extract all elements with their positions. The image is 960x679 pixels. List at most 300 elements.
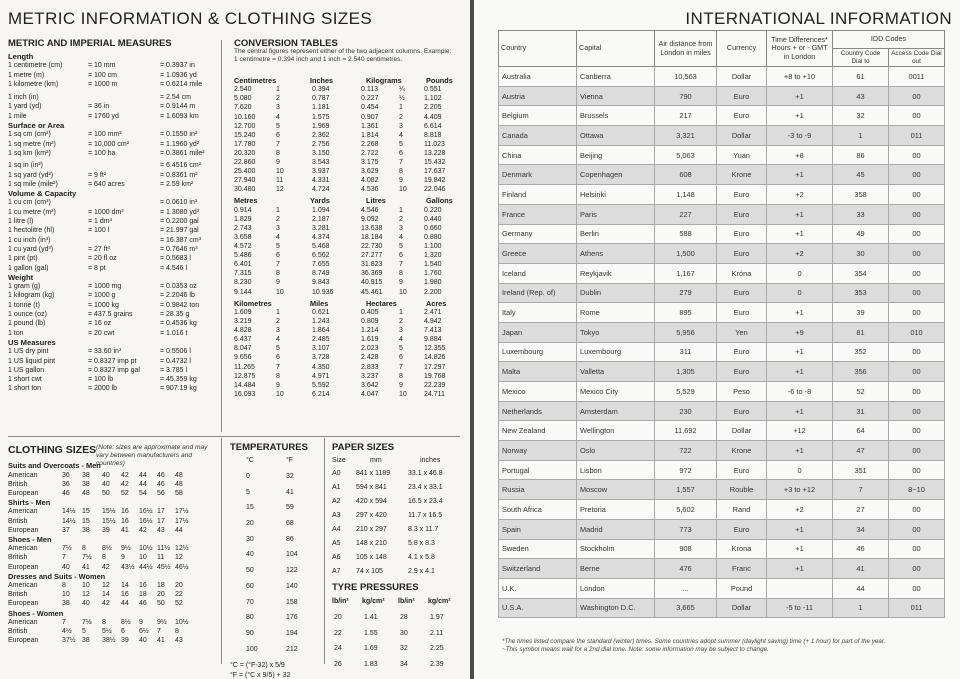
capital-cell: Paris xyxy=(577,204,655,224)
access-code-cell: 00 xyxy=(889,382,945,402)
country-cell: Denmark xyxy=(499,165,577,185)
cell: 50 xyxy=(102,489,110,497)
cell: A1 xyxy=(332,484,341,491)
distance-cell: 311 xyxy=(655,342,717,362)
metric-row xyxy=(8,80,223,89)
cell: 2 xyxy=(399,215,403,223)
cell: 4.828 xyxy=(234,327,252,335)
cell: 3.658 xyxy=(234,234,252,241)
header-time: Time Differences* Hours + or - GMT in London xyxy=(767,31,833,67)
cell: 8 xyxy=(399,168,403,176)
cell: 10 xyxy=(139,554,147,562)
country-row xyxy=(499,322,945,342)
cell: 45.461 xyxy=(361,288,383,296)
cell: = 640 acres xyxy=(88,180,125,188)
clothing-row xyxy=(8,563,218,572)
capital-cell: Helsinki xyxy=(577,185,655,205)
cell: = 0.7646 m³ xyxy=(160,245,198,253)
capital-cell: Reykjavik xyxy=(577,263,655,283)
cell: 7 xyxy=(399,159,403,167)
distance-cell: 722 xyxy=(655,441,717,461)
cell: 1.829 xyxy=(234,215,252,223)
conversion-row xyxy=(234,122,460,131)
cell: = 2000 lb xyxy=(88,385,117,393)
cell: = 21.997 gal xyxy=(160,227,199,235)
access-code-cell: 00 xyxy=(889,244,945,264)
time-cell: 0 xyxy=(767,263,833,283)
distance-cell: 5,956 xyxy=(655,322,717,342)
cell: 12 xyxy=(276,186,284,194)
cell: 4.942 xyxy=(424,318,442,326)
distance-cell: 1,500 xyxy=(655,244,717,264)
header-country-code: Country Code Dial to xyxy=(833,49,889,67)
clothing-row xyxy=(8,507,218,516)
distance-cell: 3,665 xyxy=(655,598,717,618)
country-row xyxy=(499,480,945,500)
country-cell: New Zealand xyxy=(499,421,577,441)
tyre-row xyxy=(332,610,458,626)
cell: 1 sq cm (cm²) xyxy=(8,131,51,139)
cell: 1.41 xyxy=(364,614,378,621)
cell: 2.485 xyxy=(312,336,330,344)
country-code-cell: 45 xyxy=(833,165,889,185)
temp-col-c: °C xyxy=(246,457,254,464)
currency-cell: Rand xyxy=(717,500,767,520)
paper-header-row xyxy=(332,456,458,467)
conversion-row xyxy=(234,185,460,194)
cell: 8.818 xyxy=(424,131,442,139)
country-cell: France xyxy=(499,204,577,224)
cell: 68 xyxy=(286,520,294,528)
cell: 9 xyxy=(399,381,403,389)
currency-cell: Dollar xyxy=(717,67,767,87)
country-code-cell: 7 xyxy=(833,480,889,500)
capital-cell: Beijing xyxy=(577,145,655,165)
cell: 90 xyxy=(246,629,254,637)
cell: 8 xyxy=(399,372,403,380)
cell: 74 x 105 xyxy=(356,568,383,575)
cell: 9.144 xyxy=(234,288,252,296)
cell: 6 xyxy=(121,628,125,636)
country-cell: Netherlands xyxy=(499,401,577,421)
currency-cell: Rouble xyxy=(717,480,767,500)
distance-cell: 5,063 xyxy=(655,145,717,165)
header-distance: Air distance from London in miles xyxy=(655,31,717,67)
cell: 41 xyxy=(157,637,165,645)
cell: 1 US liquid pint xyxy=(8,357,56,365)
capital-cell: Tokyo xyxy=(577,322,655,342)
time-cell: +1 xyxy=(767,401,833,421)
country-code-cell: 32 xyxy=(833,106,889,126)
cell: 14 xyxy=(121,582,129,590)
country-code-cell: 351 xyxy=(833,460,889,480)
cell: 39 xyxy=(121,637,129,645)
cell: = 0.4732 l xyxy=(160,357,191,365)
country-cell: Portugal xyxy=(499,460,577,480)
clothing-row xyxy=(8,636,218,645)
cell: 2.187 xyxy=(312,215,330,223)
cell: 9.843 xyxy=(312,279,330,287)
cell: = 3.785 l xyxy=(160,366,188,374)
country-code-cell: 27 xyxy=(833,500,889,520)
clothing-group-name: Suits and Overcoats - Men xyxy=(8,461,101,470)
cell: 3 xyxy=(399,327,403,335)
access-code-cell: 00 xyxy=(889,401,945,421)
country-code-cell: 31 xyxy=(833,401,889,421)
country-cell: Finland xyxy=(499,185,577,205)
cell: 3.937 xyxy=(312,168,330,176)
cell: 9 xyxy=(121,554,125,562)
conversion-row xyxy=(234,242,460,251)
metric-row xyxy=(8,208,223,217)
cell: 40 xyxy=(102,471,110,479)
cell: 42 xyxy=(139,526,147,534)
cell: 38½ xyxy=(102,637,116,645)
cell: American xyxy=(8,619,38,627)
conversion-row xyxy=(234,381,460,390)
tyre-col: kg/cm² xyxy=(362,598,385,605)
conversion-header: Metres xyxy=(234,196,258,206)
cell: 7.620 xyxy=(234,104,252,112)
time-cell: +3 to +12 xyxy=(767,480,833,500)
cell: 48 xyxy=(175,480,183,488)
country-code-cell: 41 xyxy=(833,559,889,579)
time-cell: +1 xyxy=(767,165,833,185)
cell: 1 cu cm (cm³) xyxy=(8,199,51,207)
cell: 420 x 594 xyxy=(356,498,387,505)
time-cell: 0 xyxy=(767,460,833,480)
cell: 10 xyxy=(82,582,90,590)
cell: 36.369 xyxy=(361,270,383,278)
conversion-row xyxy=(234,206,460,215)
paper-row xyxy=(332,467,458,481)
tyre-row xyxy=(332,657,458,673)
cell: 4.572 xyxy=(234,243,252,251)
capital-cell: Dublin xyxy=(577,283,655,303)
cell: = 1.1960 yd² xyxy=(160,140,200,148)
access-code-cell: 00 xyxy=(889,86,945,106)
country-row xyxy=(499,244,945,264)
capital-cell: Berne xyxy=(577,559,655,579)
country-cell: U.S.A. xyxy=(499,598,577,618)
currency-cell: Yen xyxy=(717,322,767,342)
conversion-note: The central figures represent either of the two adjacent columns. Example: 1 centimetre = 0.394 inch and 1 inch = 2.540 centimetres. xyxy=(234,48,452,63)
cell: British xyxy=(8,554,28,562)
time-cell: 0 xyxy=(767,283,833,303)
time-cell: +1 xyxy=(767,441,833,461)
cell: 30 xyxy=(246,535,254,543)
cell: 4.350 xyxy=(312,363,330,371)
cell: 5 xyxy=(399,140,403,148)
country-row xyxy=(499,578,945,598)
cell: 40 xyxy=(62,563,70,571)
country-row xyxy=(499,362,945,382)
distance-cell: 476 xyxy=(655,559,717,579)
country-cell: Germany xyxy=(499,224,577,244)
capital-cell: Pretoria xyxy=(577,500,655,520)
access-code-cell: 00 xyxy=(889,441,945,461)
cell: 52 xyxy=(121,489,129,497)
currency-cell: Króna xyxy=(717,263,767,283)
cell: 212 xyxy=(286,645,298,653)
cell: 1.864 xyxy=(312,327,330,335)
cell: 3.543 xyxy=(312,159,330,167)
cell: 34 xyxy=(400,660,408,668)
cell: 105 x 148 xyxy=(356,554,387,561)
cell: 9½ xyxy=(121,545,131,553)
cell: 0.551 xyxy=(424,86,442,94)
clothing-row xyxy=(8,471,218,480)
conversion-row xyxy=(234,269,460,278)
cell: 10.160 xyxy=(234,113,256,121)
cell: 44½ xyxy=(139,563,153,571)
cell: 46½ xyxy=(175,563,189,571)
cell: 2.200 xyxy=(424,288,442,296)
cell: = 27 ft³ xyxy=(88,245,110,253)
cell: = 0.0353 oz xyxy=(160,283,197,291)
tyre-col: kg/cm² xyxy=(428,598,451,605)
conversion-header: Litres xyxy=(366,196,386,206)
cell: 9 xyxy=(276,279,280,287)
country-code-cell: 61 xyxy=(833,67,889,87)
cell: 30 xyxy=(400,629,408,637)
right-page-title: INTERNATIONAL INFORMATION xyxy=(685,9,952,28)
metric-row xyxy=(8,171,223,180)
country-row xyxy=(499,539,945,559)
cell: American xyxy=(8,471,38,479)
clothing-row xyxy=(8,480,218,489)
country-code-cell: 86 xyxy=(833,145,889,165)
cell: 25.400 xyxy=(234,168,256,176)
paper-col: mm xyxy=(370,457,382,464)
cell: 17.780 xyxy=(234,140,256,148)
country-cell: Spain xyxy=(499,519,577,539)
cell: 3 xyxy=(276,224,280,232)
country-cell: Australia xyxy=(499,67,577,87)
cell: 20 xyxy=(157,591,165,599)
conversion-row xyxy=(234,140,460,149)
country-row xyxy=(499,204,945,224)
cell: 8 xyxy=(102,619,106,627)
metric-row xyxy=(8,245,223,254)
cell: 9.656 xyxy=(234,354,252,362)
cell: 1.214 xyxy=(361,327,379,335)
currency-cell: Euro xyxy=(717,342,767,362)
country-code-cell: 1 xyxy=(833,598,889,618)
cell: 38 xyxy=(82,480,90,488)
capital-cell: Berlin xyxy=(577,224,655,244)
cell: 210 x 297 xyxy=(356,526,387,533)
cell: 4.331 xyxy=(312,177,330,185)
cell: 1 sq metre (m²) xyxy=(8,140,56,148)
paper-row xyxy=(332,495,458,509)
cell: 1 mile xyxy=(8,112,27,120)
cell: European xyxy=(8,489,39,497)
cell: = 0.0610 in³ xyxy=(160,199,198,207)
cell: 5 xyxy=(399,243,403,251)
metric-row xyxy=(8,301,223,310)
cell: 12 xyxy=(82,591,90,599)
cell: 1 ounce (oz) xyxy=(8,311,47,319)
time-cell: +1 xyxy=(767,519,833,539)
cell: 11.023 xyxy=(424,140,445,148)
cell: 18.184 xyxy=(361,234,383,241)
cell: 28 xyxy=(400,614,408,621)
cell: 11½ xyxy=(157,545,171,553)
cell: 14.484 xyxy=(234,381,256,389)
cell: ¼ xyxy=(399,86,405,94)
right-page xyxy=(474,0,960,679)
tyre-row xyxy=(332,626,458,642)
cell: 6 xyxy=(399,149,403,157)
access-code-cell: 00 xyxy=(889,578,945,598)
country-code-cell: 34 xyxy=(833,519,889,539)
cell: 7 xyxy=(276,140,280,148)
cell: = 45.359 kg xyxy=(160,376,197,384)
country-code-cell: 353 xyxy=(833,283,889,303)
tyre-pressures-table xyxy=(332,597,458,672)
currency-cell: Euro xyxy=(717,519,767,539)
time-cell: +8 xyxy=(767,145,833,165)
cell: 48 xyxy=(82,489,90,497)
access-code-cell: 00 xyxy=(889,185,945,205)
cell: 1.609 xyxy=(234,308,252,316)
conversion-row xyxy=(234,326,460,335)
conversion-row xyxy=(234,158,460,167)
cell: American xyxy=(8,545,38,553)
cell: 32 xyxy=(286,473,294,480)
cell: 8 xyxy=(276,270,280,278)
conversion-row xyxy=(234,103,460,112)
clothing-group-name: Shoes - Women xyxy=(8,608,64,618)
cell: 1 gallon (gal) xyxy=(8,264,49,272)
clothing-sizes xyxy=(8,461,218,645)
cell: 0.454 xyxy=(361,104,379,112)
cell: 10 xyxy=(399,390,407,398)
cell: 1 ton xyxy=(8,329,24,337)
currency-cell: Euro xyxy=(717,362,767,382)
cell: ½ xyxy=(399,95,405,103)
time-cell: +1 xyxy=(767,559,833,579)
metric-row xyxy=(8,226,223,235)
cell: = 9 ft² xyxy=(88,171,107,179)
conversion-row xyxy=(234,224,460,233)
metric-row xyxy=(8,236,223,245)
access-code-cell: 0011 xyxy=(889,67,945,87)
cell: 5 xyxy=(276,122,280,130)
cell: 1.814 xyxy=(361,131,379,139)
cell: 1 sq yard (yd²) xyxy=(8,171,54,179)
cell: = 0.8361 m² xyxy=(160,171,198,179)
cell: 841 x 1189 xyxy=(356,470,391,477)
temperature-row xyxy=(230,563,320,579)
cell: = 4.546 l xyxy=(160,264,188,272)
tyre-col: lb/in² xyxy=(398,598,415,605)
access-code-cell: 00 xyxy=(889,283,945,303)
paper-sizes-table xyxy=(332,456,458,579)
conversion-header: Kilograms xyxy=(366,76,402,85)
access-code-cell: 00 xyxy=(889,460,945,480)
cell: = 2.54 cm xyxy=(160,94,191,102)
access-code-cell: 00 xyxy=(889,519,945,539)
cell: 17 xyxy=(157,508,165,516)
clothing-heading: CLOTHING SIZES xyxy=(8,444,97,456)
header-idd: IDD Codes xyxy=(833,31,945,49)
cell: 37½ xyxy=(62,637,76,645)
distance-cell: 10,563 xyxy=(655,67,717,87)
time-cell: +2 xyxy=(767,185,833,205)
cell: 14.826 xyxy=(424,354,446,362)
cell: 1 short ton xyxy=(8,385,42,393)
cell: British xyxy=(8,517,28,525)
access-code-cell: 00 xyxy=(889,303,945,323)
cell: 3.150 xyxy=(312,149,330,157)
distance-cell: 972 xyxy=(655,460,717,480)
capital-cell: Canberra xyxy=(577,67,655,87)
cell: = 1000 dm³ xyxy=(88,208,124,216)
cell: 11 xyxy=(276,177,284,185)
cell: A4 xyxy=(332,526,341,533)
cell: = 20 cwt xyxy=(88,329,115,337)
time-cell: +2 xyxy=(767,244,833,264)
cell: 158 xyxy=(286,598,298,606)
cell: 5 xyxy=(246,488,250,496)
cell: 6 xyxy=(399,354,403,362)
metric-row xyxy=(8,149,223,158)
cell: 17.297 xyxy=(424,363,446,371)
cell: 44 xyxy=(139,471,147,479)
cell: = 907.19 kg xyxy=(160,385,197,393)
metric-measures xyxy=(8,52,223,394)
cell: 9.884 xyxy=(424,336,442,344)
cell: = 1000 m xyxy=(88,80,118,88)
cell: 140 xyxy=(286,582,298,590)
cell: = 8 pt xyxy=(88,264,106,272)
metric-row xyxy=(8,102,223,111)
temperature-table xyxy=(230,456,320,679)
cell: 80 xyxy=(246,614,254,622)
cell: 11 xyxy=(157,554,165,562)
cell: 42 xyxy=(102,600,110,608)
cell: 4 xyxy=(276,113,280,121)
country-code-cell: 39 xyxy=(833,303,889,323)
currency-cell: Euro xyxy=(717,106,767,126)
cell: 43 xyxy=(175,637,183,645)
cell: 1 xyxy=(399,206,403,214)
cell: 12 xyxy=(175,554,183,562)
country-code-cell: 356 xyxy=(833,362,889,382)
cell: 1 sq mile (mile²) xyxy=(8,180,58,188)
cell: = 437.5 grains xyxy=(88,311,133,319)
cell: 50 xyxy=(157,600,165,608)
country-code-cell: 354 xyxy=(833,263,889,283)
cell: 39 xyxy=(102,526,110,534)
cell: = 100 mm² xyxy=(88,131,122,139)
cell: = 33.60 in³ xyxy=(88,348,122,356)
cell: 1.320 xyxy=(424,252,442,260)
currency-cell: Dollar xyxy=(717,421,767,441)
country-code-cell: 44 xyxy=(833,578,889,598)
cell: 43½ xyxy=(121,563,135,571)
cell: 5.8 x 8.3 xyxy=(408,540,435,547)
metric-row xyxy=(8,291,223,300)
country-row xyxy=(499,106,945,126)
country-cell: Norway xyxy=(499,441,577,461)
cell: 12½ xyxy=(175,545,189,553)
cell: 7.315 xyxy=(234,270,252,278)
currency-cell: Peso xyxy=(717,382,767,402)
cell: 15½ xyxy=(102,508,116,516)
